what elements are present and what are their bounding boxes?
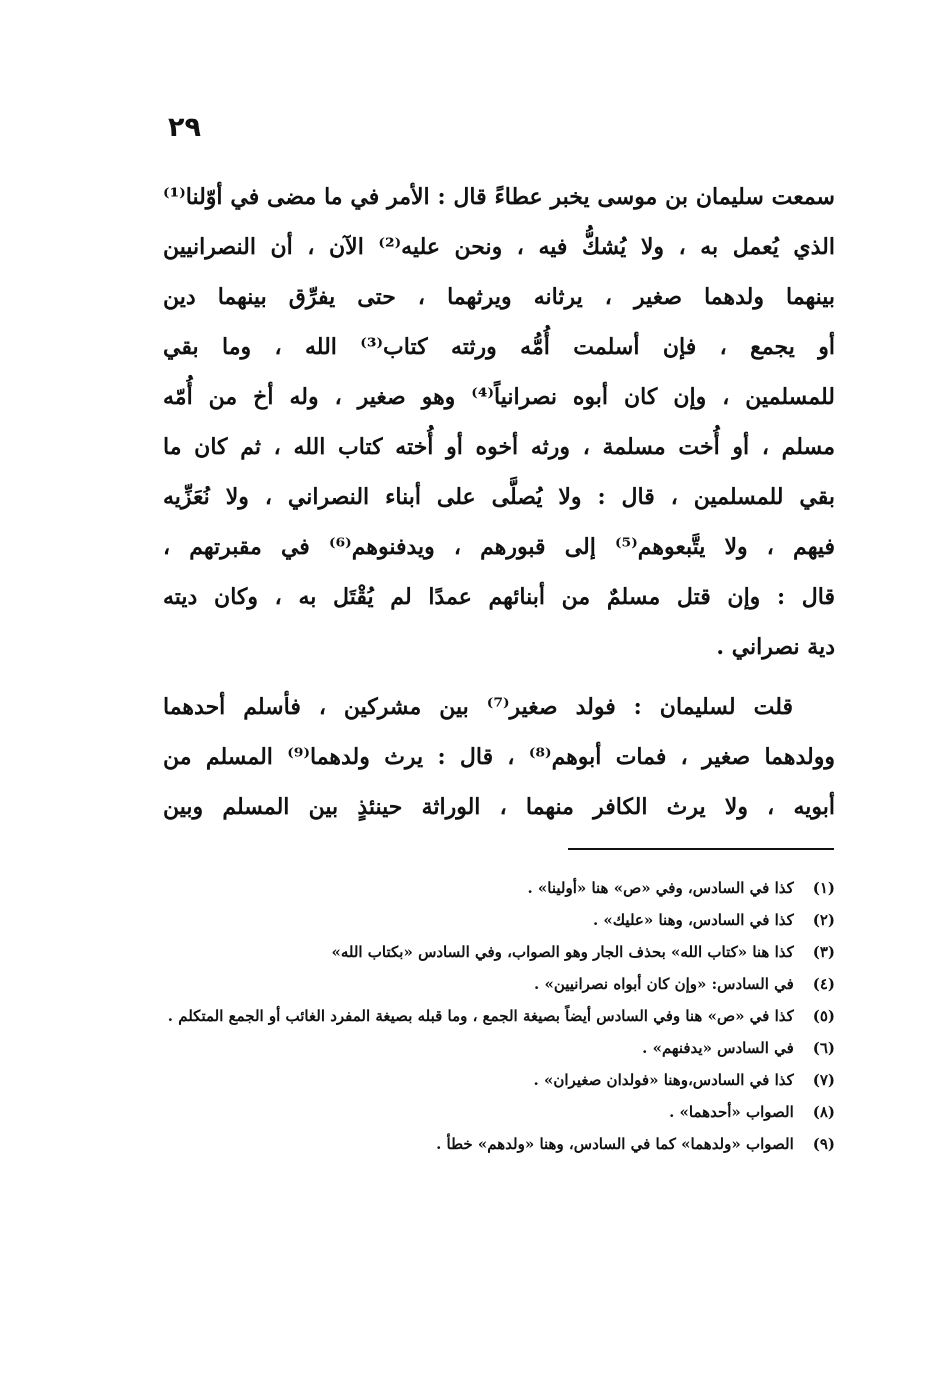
footnote: [163, 1128, 835, 1160]
text-line: الذي يُعمل به ، ولا يُشكُّ فيه ، ونحن عليه⁽²⁾ الآن ، أن النصرانيين: [163, 234, 835, 260]
footnote-text: كذا في «ص» هنا وفي السادس أيضاً بصيغة الجمع ، وما قبله بصيغة المفرد الغائب أو الجمع المتكلم .: [167, 1007, 794, 1025]
footnote-separator: [568, 848, 834, 850]
text-line: أبويه ، ولا يرث الكافر منهما ، الوراثة حينئذٍ بين المسلم وبين: [163, 794, 835, 820]
footnote: [163, 1064, 835, 1096]
text-line: فيهم ، ولا يتَّبعوهم⁽⁵⁾ إلى قبورهم ، ويدفنوهم⁽⁶⁾ في مقبرتهم ،: [163, 534, 835, 560]
footnote: [163, 936, 835, 968]
footnote-text: في السادس «يدفنهم» .: [642, 1039, 794, 1057]
text-line: دية نصراني .: [716, 634, 835, 660]
footnote-number: (٣): [812, 943, 835, 961]
paragraph-2: [163, 682, 835, 832]
footnote: [163, 1096, 835, 1128]
footnote: [163, 968, 835, 1000]
text-line: قال : وإن قتل مسلمٌ من أبنائهم عمدًا لم يُقْتَل به ، وكان ديته: [163, 584, 835, 610]
footnote-number: (٨): [812, 1103, 835, 1121]
footnote: [163, 1032, 835, 1064]
text-line: قلت لسليمان : فولد صغير⁽⁷⁾ بين مشركين ، فأسلم أحدهما: [163, 694, 793, 720]
footnote-text: كذا في السادس، وفي «ص» هنا «أولينا» .: [527, 879, 794, 897]
footnote-text: كذا في السادس، وهنا «عليك» .: [592, 911, 794, 929]
footnote-number: (٩): [812, 1135, 835, 1153]
footnote-number: (١): [812, 879, 835, 897]
footnote: [163, 872, 835, 904]
text-line: للمسلمين ، وإن كان أبوه نصرانياً⁽⁴⁾ وهو صغير ، وله أخ من أُمّه: [163, 384, 836, 410]
text-line: وولدهما صغير ، فمات أبوهم⁽⁸⁾ ، قال : يرث ولدهما⁽⁹⁾ المسلم من: [163, 744, 835, 770]
footnote-number: (٢): [812, 911, 835, 929]
footnote-number: (٥): [812, 1007, 835, 1025]
text-line: مسلم ، أو أُخت مسلمة ، ورثه أخوه أو أُخته كتاب الله ، ثم كان ما: [163, 434, 835, 460]
footnote-number: (٦): [812, 1039, 835, 1057]
text-line: بينهما ولدهما صغير ، يرثانه ويرثهما ، حتى يفرِّق بينهما دين: [163, 284, 835, 310]
text-line: سمعت سليمان بن موسى يخبر عطاءً قال : الأمر في ما مضى في أوّلنا⁽¹⁾: [163, 184, 835, 210]
paragraph-1: [163, 172, 835, 672]
text-line: بقي للمسلمين ، قال : ولا يُصلَّى على أبناء النصراني ، ولا نُعَزِّيه: [163, 484, 835, 510]
page-number: ٢٩: [168, 112, 201, 143]
footnote-text: كذا هنا «كتاب الله» بحذف الجار وهو الصواب، وفي السادس «بكتاب الله»: [331, 943, 794, 961]
footnote-text: الصواب «ولدهما» كما في السادس، وهنا «ولدهم» خطأ .: [436, 1135, 794, 1153]
footnote: [163, 904, 835, 936]
footnote-number: (٧): [812, 1071, 835, 1089]
footnote-number: (٤): [812, 975, 835, 993]
footnote-text: كذا في السادس،وهنا «فولدان صغيران» .: [533, 1071, 794, 1089]
footnote: [163, 1000, 835, 1032]
footnote-text: الصواب «أحدهما» .: [669, 1103, 794, 1121]
footnotes: [163, 872, 835, 1160]
text-line: أو يجمع ، فإن أسلمت أُمُّه ورثته كتاب⁽³⁾ الله ، وما بقي: [163, 334, 835, 360]
footnote-text: في السادس: «وإن كان أبواه نصرانيين» .: [534, 975, 794, 993]
